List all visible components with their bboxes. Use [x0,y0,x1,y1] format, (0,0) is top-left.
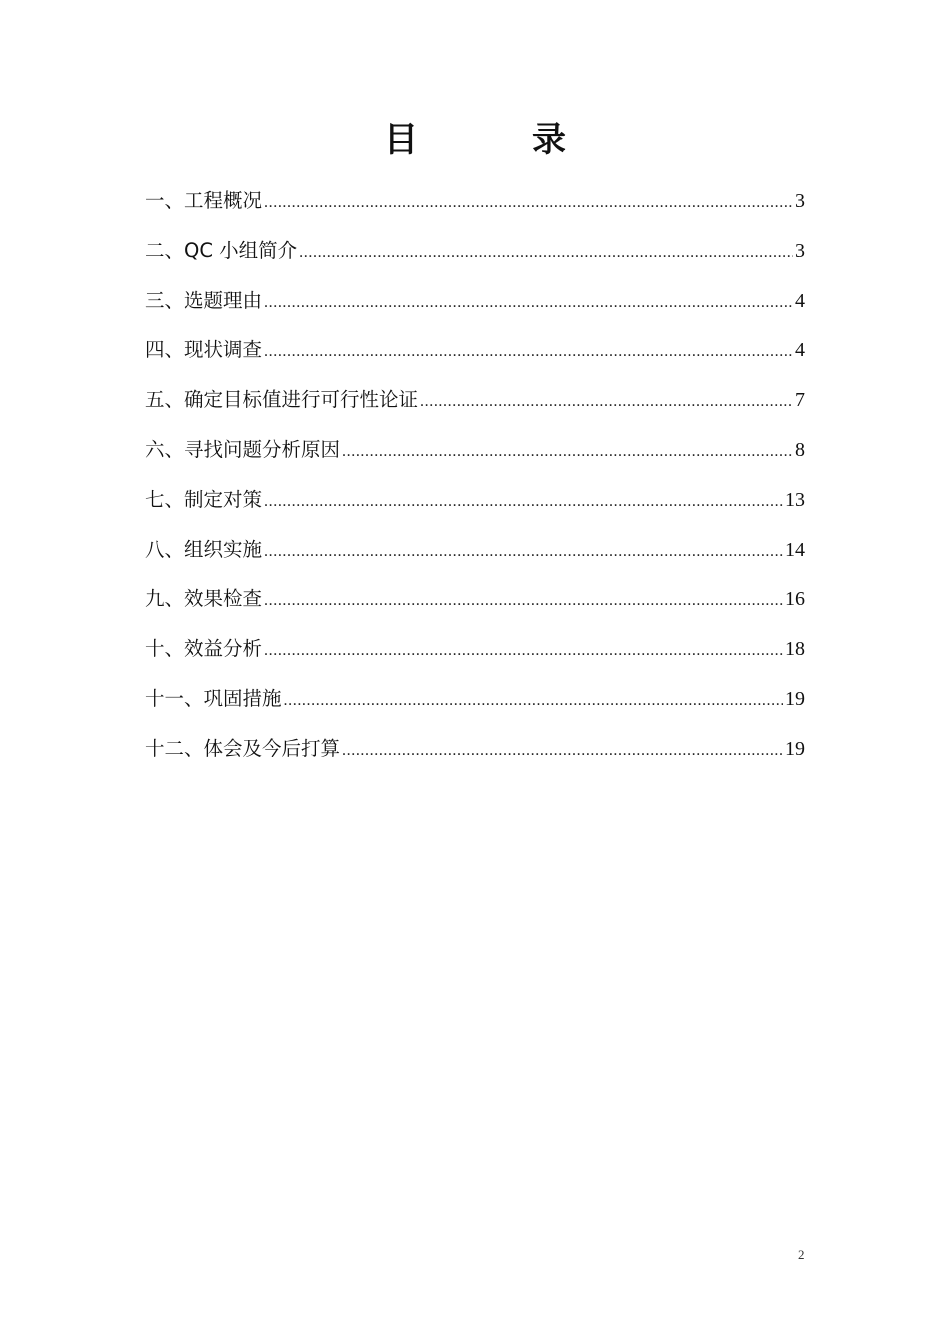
toc-dot-leader [342,433,793,471]
toc-entry-page: 4 [795,339,805,362]
toc-entry-page: 7 [795,389,805,412]
toc-entry-label: 二、QC 小组简介 [145,238,298,262]
toc-dot-leader [264,533,783,571]
page-number: 2 [798,1247,805,1262]
toc-dot-leader [264,632,783,670]
toc-entry-page: 16 [785,588,805,611]
toc-entry[interactable] [145,680,805,730]
toc-entry-label: 十、效益分析 [145,637,263,661]
toc-entry-page: 14 [785,538,805,561]
toc-title: 目 录 [384,120,606,160]
toc-dot-leader [420,383,793,421]
toc-entry-label: 五、确定目标值进行可行性论证 [145,388,419,412]
toc-entry[interactable] [145,381,805,431]
toc-dot-leader [264,582,783,620]
toc-dot-leader [264,284,793,322]
toc-entry-label: 九、效果检查 [145,587,263,611]
toc-entry[interactable] [145,431,805,481]
toc-entry[interactable] [145,580,805,630]
toc-entry-page: 3 [795,190,805,212]
toc-dot-leader [264,184,793,222]
toc-entry-label: 一、工程概况 [145,189,263,212]
toc-dot-leader [284,682,783,720]
toc-dot-leader [299,234,793,272]
toc-entry[interactable] [145,182,805,232]
toc-entry[interactable] [145,481,805,531]
toc-dot-leader [342,732,783,770]
table-of-contents [145,182,805,780]
toc-entry-page: 8 [795,438,805,461]
toc-entry-label: 十二、体会及今后打算 [145,736,341,760]
toc-dot-leader [264,483,783,521]
toc-entry-label: 三、选题理由 [145,288,263,312]
toc-entry[interactable] [145,730,805,780]
toc-entry[interactable] [145,630,805,680]
toc-entry[interactable] [145,531,805,581]
toc-entry-page: 18 [785,638,805,661]
toc-entry-label: 八、组织实施 [145,537,263,561]
toc-entry[interactable] [145,331,805,381]
toc-entry-page: 4 [795,289,805,312]
toc-entry-label: 七、制定对策 [145,487,263,511]
toc-entry-label: 十一、巩固措施 [145,686,282,710]
toc-dot-leader [264,333,793,371]
toc-entry-label: 六、寻找问题分析原因 [145,437,341,461]
toc-entry-label: 四、现状调查 [145,338,263,362]
toc-entry-page: 19 [785,687,805,710]
toc-entry[interactable] [145,232,805,282]
toc-entry-page: 13 [785,488,805,511]
toc-entry[interactable] [145,282,805,332]
toc-entry-page: 3 [795,239,805,262]
toc-entry-page: 19 [785,737,805,760]
